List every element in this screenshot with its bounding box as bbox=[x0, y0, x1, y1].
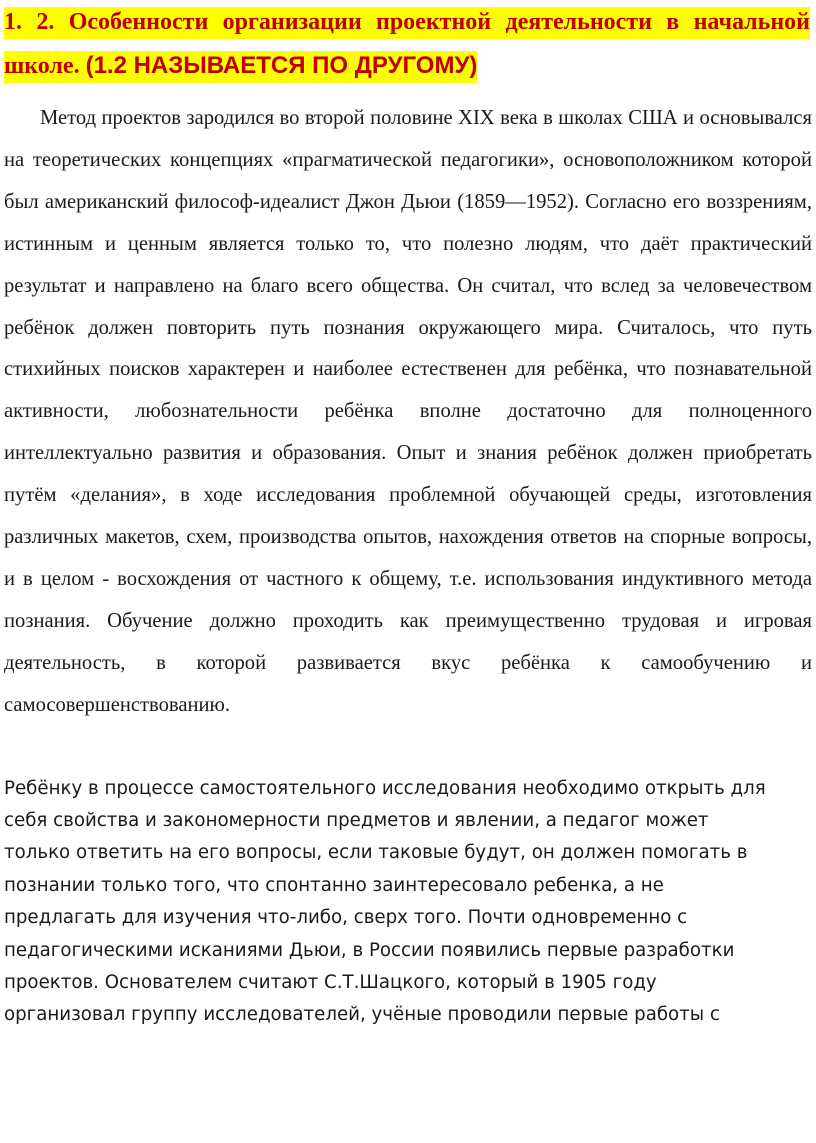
heading-note: (1.2 НАЗЫВАЕТСЯ ПО ДРУГОМУ) bbox=[85, 52, 478, 79]
section-heading bbox=[0, 0, 816, 88]
body-paragraph-2: Ребёнку в процессе самостоятельного исследования необходимо открыть для себя свойства и закономерности предметов и явлении, а педагог может только ответить на его вопросы, если таковые будут, он должен помогать в познании только того, что спонтанно заинтересовало ребенка, а не предлагать для изучения что-либо, сверх того. Почти одновременно с педагогическими исканиями Дьюи, в России появились первые разработки проектов. Основателем считают С.Т.Шацкого, который в 1905 году организовал группу исследователей, учёные проводили первые работы с bbox=[4, 777, 766, 1026]
highlighted-heading bbox=[4, 7, 810, 83]
body-paragraph-1: Метод проектов зародился во второй половине XIX века в школах США и основывался на теоретических концепциях «прагматической педагогики», основоположником которой был американский философ-идеалист Джон Дьюи (1859—1952). Согласно его воззрениям, истинным и ценным является только то, что полезно людям, что даёт практический результат и направлено на благо всего общества. Он считал, что вслед за человечеством ребёнок должен повторить путь познания окружающего мира. Считалось, что путь стихийных поисков характерен и наиболее естественен для ребёнка, что познавательной активности, любознательности ребёнка вполне достаточно для полноценного интеллектуально развития и образования. Опыт и знания ребёнок должен приобретать путём «делания», в ходе исследования проблемной обучающей среды, изготовления различных макетов, схем, производства опытов, нахождения ответов на спорные вопросы, и в целом - восхождения от частного к общему, т.е. использования индуктивного метода познания. Обучение должно проходить как преимущественно трудовая и игровая деятельность, в которой развивается вкус ребёнка к самообучению и самосовершенствованию. bbox=[4, 107, 812, 716]
heading-text: 1. 2. Особенности организации проектной деятельности в начальной школе. bbox=[4, 9, 810, 79]
